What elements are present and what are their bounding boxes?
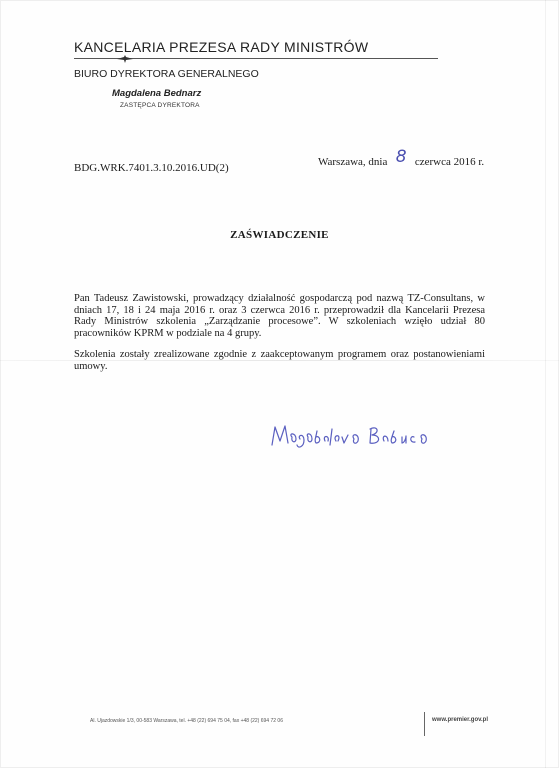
date-prefix: Warszawa, dnia bbox=[318, 156, 388, 168]
footer-divider bbox=[424, 712, 425, 736]
eagle-emblem-icon bbox=[116, 55, 134, 63]
footer-website: www.premier.gov.pl bbox=[432, 717, 489, 723]
body-paragraph-1: Pan Tadeusz Zawistowski, prowadzący działalność gospodarczą pod nazwą TZ-Consultans, w dniach 17, 18 i 24 maja 2016 r. oraz 3 czerwca 2016 r. przeprowadził dla Kancelarii Prezesa Rady Ministrów szkolenia „Zarządzanie procesowe”. W szkoleniach wzięło udział 80 pracowników KPRM w podziale na 4 grupy. bbox=[74, 293, 485, 339]
place-date bbox=[318, 147, 485, 170]
office-name: KANCELARIA PREZESA RADY MINISTRÓW bbox=[74, 39, 369, 55]
bureau-name: BIURO DYREKTORA GENERALNEGO bbox=[74, 68, 259, 80]
date-suffix: czerwca 2016 r. bbox=[414, 156, 485, 168]
footer-address: Al. Ujazdowskie 1/3, 00-583 Warszawa, tel. +48 (22) 694 75 04, fax +48 (22) 694 72 06 bbox=[90, 718, 283, 724]
paper-edge bbox=[545, 0, 546, 768]
document-title: ZAŚWIADCZENIE bbox=[230, 229, 329, 241]
handwritten-day: 8 bbox=[395, 147, 407, 167]
official-role: ZASTĘPCA DYREKTORA bbox=[120, 102, 200, 109]
reference-number: BDG.WRK.7401.3.10.2016.UD(2) bbox=[74, 162, 229, 174]
handwritten-signature bbox=[270, 421, 430, 451]
official-name: Magdalena Bednarz bbox=[112, 88, 202, 99]
body-paragraph-2: Szkolenia zostały zrealizowane zgodnie z zaakceptowanym programem oraz postanowieniami umowy. bbox=[74, 349, 485, 372]
document-body bbox=[74, 293, 485, 383]
